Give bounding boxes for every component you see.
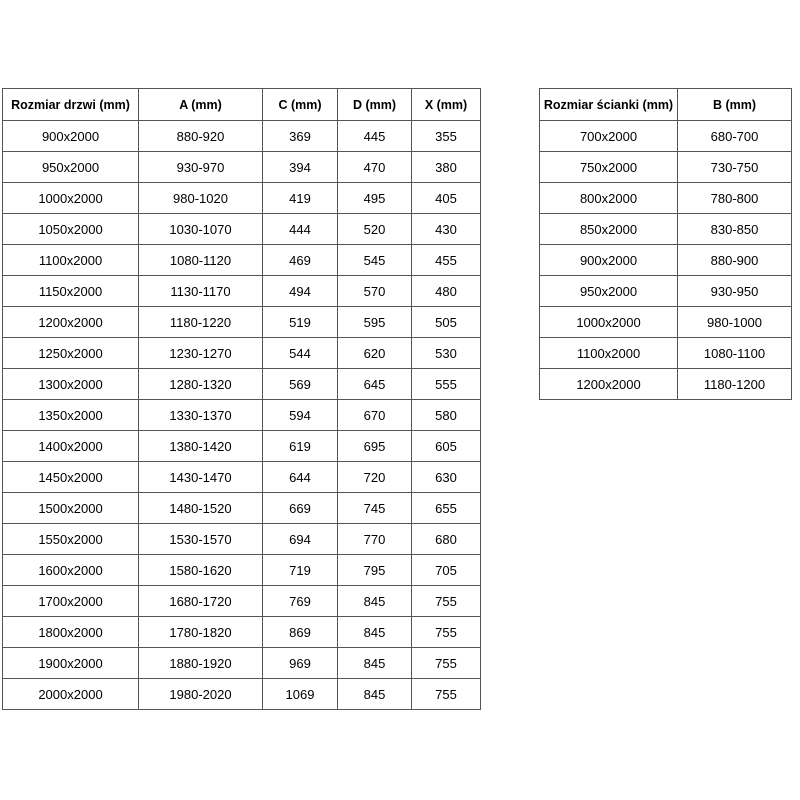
table-cell: 1330-1370 bbox=[139, 400, 263, 431]
table-cell: 969 bbox=[263, 648, 338, 679]
table-cell: 1780-1820 bbox=[139, 617, 263, 648]
table-cell: 1230-1270 bbox=[139, 338, 263, 369]
table-cell: 1000x2000 bbox=[540, 307, 678, 338]
table-cell: 1580-1620 bbox=[139, 555, 263, 586]
table-cell: 1600x2000 bbox=[3, 555, 139, 586]
table-row bbox=[3, 183, 481, 214]
table-cell: 419 bbox=[263, 183, 338, 214]
table-cell: 1200x2000 bbox=[3, 307, 139, 338]
table-row bbox=[3, 586, 481, 617]
table-row bbox=[540, 152, 792, 183]
table-cell: 394 bbox=[263, 152, 338, 183]
table-cell: 845 bbox=[338, 586, 412, 617]
table-cell: 1530-1570 bbox=[139, 524, 263, 555]
table-cell: 495 bbox=[338, 183, 412, 214]
table-cell: 845 bbox=[338, 648, 412, 679]
table-cell: 594 bbox=[263, 400, 338, 431]
table-row bbox=[540, 369, 792, 400]
table-cell: 680 bbox=[412, 524, 481, 555]
table-cell: 900x2000 bbox=[540, 245, 678, 276]
table-cell: 645 bbox=[338, 369, 412, 400]
table-cell: 580 bbox=[412, 400, 481, 431]
table-cell: 1100x2000 bbox=[540, 338, 678, 369]
table-cell: 694 bbox=[263, 524, 338, 555]
table-row bbox=[540, 245, 792, 276]
table-cell: 850x2000 bbox=[540, 214, 678, 245]
header-cell: Rozmiar drzwi (mm) bbox=[3, 89, 139, 121]
table-cell: 830-850 bbox=[678, 214, 792, 245]
table-row bbox=[540, 276, 792, 307]
table-cell: 750x2000 bbox=[540, 152, 678, 183]
table-cell: 1250x2000 bbox=[3, 338, 139, 369]
table-cell: 695 bbox=[338, 431, 412, 462]
table-row bbox=[3, 555, 481, 586]
table-cell: 755 bbox=[412, 617, 481, 648]
table-cell: 595 bbox=[338, 307, 412, 338]
table-row bbox=[3, 276, 481, 307]
table-cell: 1900x2000 bbox=[3, 648, 139, 679]
table-row bbox=[3, 338, 481, 369]
table-cell: 444 bbox=[263, 214, 338, 245]
table-cell: 655 bbox=[412, 493, 481, 524]
table-cell: 605 bbox=[412, 431, 481, 462]
table-row bbox=[3, 400, 481, 431]
table-cell: 980-1000 bbox=[678, 307, 792, 338]
table-cell: 1180-1200 bbox=[678, 369, 792, 400]
header-row bbox=[540, 89, 792, 121]
table-cell: 1180-1220 bbox=[139, 307, 263, 338]
table-cell: 700x2000 bbox=[540, 121, 678, 152]
table-row bbox=[3, 369, 481, 400]
table-cell: 530 bbox=[412, 338, 481, 369]
table-cell: 670 bbox=[338, 400, 412, 431]
table-cell: 1680-1720 bbox=[139, 586, 263, 617]
table-cell: 800x2000 bbox=[540, 183, 678, 214]
door-sizes-table bbox=[2, 88, 481, 710]
table-cell: 494 bbox=[263, 276, 338, 307]
table-cell: 880-920 bbox=[139, 121, 263, 152]
table-cell: 720 bbox=[338, 462, 412, 493]
table-cell: 445 bbox=[338, 121, 412, 152]
table-cell: 430 bbox=[412, 214, 481, 245]
table-cell: 545 bbox=[338, 245, 412, 276]
table-cell: 795 bbox=[338, 555, 412, 586]
table-cell: 1480-1520 bbox=[139, 493, 263, 524]
header-cell: D (mm) bbox=[338, 89, 412, 121]
wall-sizes-table bbox=[539, 88, 792, 400]
table-cell: 755 bbox=[412, 586, 481, 617]
table-cell: 705 bbox=[412, 555, 481, 586]
table-cell: 1700x2000 bbox=[3, 586, 139, 617]
table-cell: 1069 bbox=[263, 679, 338, 710]
table-row bbox=[3, 493, 481, 524]
table-cell: 1500x2000 bbox=[3, 493, 139, 524]
table-cell: 470 bbox=[338, 152, 412, 183]
table-cell: 405 bbox=[412, 183, 481, 214]
table-cell: 1000x2000 bbox=[3, 183, 139, 214]
table-cell: 1280-1320 bbox=[139, 369, 263, 400]
table-cell: 930-970 bbox=[139, 152, 263, 183]
table-cell: 680-700 bbox=[678, 121, 792, 152]
table-cell: 480 bbox=[412, 276, 481, 307]
table-cell: 900x2000 bbox=[3, 121, 139, 152]
table-cell: 1980-2020 bbox=[139, 679, 263, 710]
table-cell: 380 bbox=[412, 152, 481, 183]
table-cell: 1380-1420 bbox=[139, 431, 263, 462]
table-cell: 455 bbox=[412, 245, 481, 276]
table-cell: 669 bbox=[263, 493, 338, 524]
table-cell: 755 bbox=[412, 679, 481, 710]
table-cell: 355 bbox=[412, 121, 481, 152]
table-row bbox=[540, 183, 792, 214]
table-cell: 1030-1070 bbox=[139, 214, 263, 245]
table-cell: 630 bbox=[412, 462, 481, 493]
table-cell: 555 bbox=[412, 369, 481, 400]
table-cell: 619 bbox=[263, 431, 338, 462]
header-row bbox=[3, 89, 481, 121]
table-row bbox=[540, 214, 792, 245]
table-row bbox=[3, 462, 481, 493]
table-cell: 369 bbox=[263, 121, 338, 152]
table-cell: 755 bbox=[412, 648, 481, 679]
table-cell: 544 bbox=[263, 338, 338, 369]
table-cell: 570 bbox=[338, 276, 412, 307]
table-cell: 930-950 bbox=[678, 276, 792, 307]
table-row bbox=[540, 307, 792, 338]
header-cell: X (mm) bbox=[412, 89, 481, 121]
table-cell: 769 bbox=[263, 586, 338, 617]
table-cell: 1100x2000 bbox=[3, 245, 139, 276]
table-row bbox=[3, 617, 481, 648]
table-cell: 780-800 bbox=[678, 183, 792, 214]
table-row bbox=[3, 214, 481, 245]
header-cell: B (mm) bbox=[678, 89, 792, 121]
table-cell: 719 bbox=[263, 555, 338, 586]
table-row bbox=[3, 431, 481, 462]
table-row bbox=[3, 245, 481, 276]
table-cell: 869 bbox=[263, 617, 338, 648]
table-cell: 520 bbox=[338, 214, 412, 245]
table-row bbox=[3, 121, 481, 152]
table-cell: 1150x2000 bbox=[3, 276, 139, 307]
table-cell: 1400x2000 bbox=[3, 431, 139, 462]
header-cell: Rozmiar ścianki (mm) bbox=[540, 89, 678, 121]
table-row bbox=[540, 338, 792, 369]
table-row bbox=[540, 121, 792, 152]
table-row bbox=[3, 524, 481, 555]
table-cell: 1880-1920 bbox=[139, 648, 263, 679]
table-cell: 519 bbox=[263, 307, 338, 338]
table-row bbox=[3, 679, 481, 710]
table-cell: 770 bbox=[338, 524, 412, 555]
table-row bbox=[3, 152, 481, 183]
table-cell: 505 bbox=[412, 307, 481, 338]
table-cell: 950x2000 bbox=[3, 152, 139, 183]
table-cell: 1800x2000 bbox=[3, 617, 139, 648]
table-cell: 1350x2000 bbox=[3, 400, 139, 431]
table-cell: 730-750 bbox=[678, 152, 792, 183]
table-cell: 880-900 bbox=[678, 245, 792, 276]
table-cell: 1450x2000 bbox=[3, 462, 139, 493]
table-row bbox=[3, 307, 481, 338]
table-cell: 1080-1120 bbox=[139, 245, 263, 276]
table-cell: 745 bbox=[338, 493, 412, 524]
table-cell: 2000x2000 bbox=[3, 679, 139, 710]
table-cell: 1080-1100 bbox=[678, 338, 792, 369]
table-cell: 950x2000 bbox=[540, 276, 678, 307]
table-cell: 644 bbox=[263, 462, 338, 493]
table-cell: 1430-1470 bbox=[139, 462, 263, 493]
table-cell: 980-1020 bbox=[139, 183, 263, 214]
table-cell: 845 bbox=[338, 617, 412, 648]
table-cell: 1550x2000 bbox=[3, 524, 139, 555]
table-cell: 1130-1170 bbox=[139, 276, 263, 307]
table-cell: 845 bbox=[338, 679, 412, 710]
table-cell: 1050x2000 bbox=[3, 214, 139, 245]
table-cell: 469 bbox=[263, 245, 338, 276]
table-cell: 1300x2000 bbox=[3, 369, 139, 400]
table-row bbox=[3, 648, 481, 679]
header-cell: A (mm) bbox=[139, 89, 263, 121]
table-cell: 1200x2000 bbox=[540, 369, 678, 400]
table-cell: 620 bbox=[338, 338, 412, 369]
table-cell: 569 bbox=[263, 369, 338, 400]
header-cell: C (mm) bbox=[263, 89, 338, 121]
